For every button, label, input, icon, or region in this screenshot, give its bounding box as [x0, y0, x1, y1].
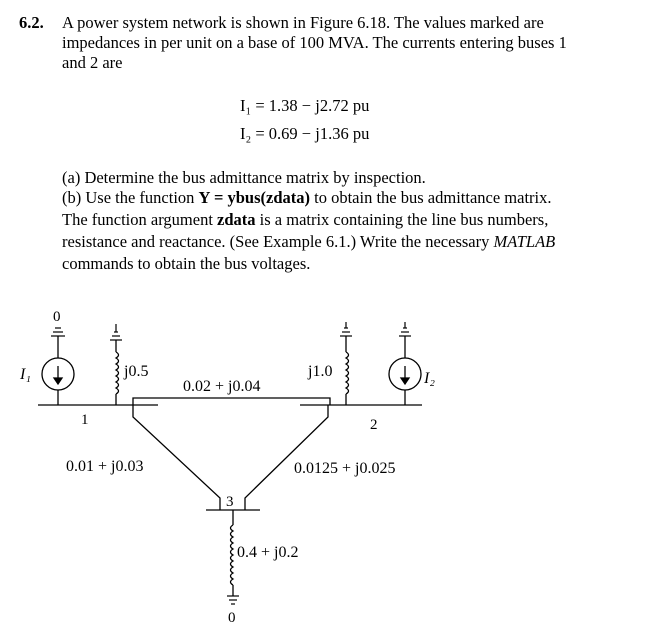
line-2-3	[245, 405, 328, 510]
bus-3-label: 3	[226, 494, 234, 510]
line-1-3	[133, 405, 220, 510]
reactance-bus1-label: j0.5	[124, 363, 149, 380]
part-b-line3-prefix: resistance and reactance. (See Example 6.1.) Write the necessary	[62, 232, 494, 251]
bus-2-label: 2	[370, 417, 378, 433]
equation-i1: I₁ = 1.38 − j2.72 pu	[240, 96, 370, 115]
line-1-3-label: 0.01 + j0.03	[66, 458, 144, 475]
ground-icon	[340, 322, 352, 336]
line-2-3-label: 0.0125 + j0.025	[294, 460, 396, 477]
reactance-2-coil	[346, 352, 349, 394]
part-b-suffix: to obtain the bus admittance matrix.	[310, 188, 552, 207]
arrow-down-icon	[401, 378, 409, 384]
reactance-1-coil	[116, 352, 119, 394]
part-b-line-4: commands to obtain the bus voltages.	[62, 254, 311, 273]
ground-icon	[227, 596, 239, 604]
ground-icon	[51, 328, 65, 336]
problem-number: 6.2.	[19, 13, 44, 32]
load-bus3-label: 0.4 + j0.2	[237, 544, 299, 561]
part-b-line2-suffix: is a matrix containing the line bus numbers,	[255, 210, 549, 229]
part-a: (a) Determine the bus admittance matrix by inspection.	[62, 168, 426, 187]
intro-line-2: impedances in per unit on a base of 100 MVA. The currents entering buses 1	[62, 33, 567, 52]
argument-name: zdata	[217, 210, 256, 229]
ground-zero-3-label: 0	[228, 610, 236, 626]
line-1-2	[133, 398, 330, 405]
source-i1-label: I₁	[20, 366, 31, 383]
ground-icon	[399, 322, 411, 336]
part-b-prefix: (b) Use the function	[62, 188, 199, 207]
ground-zero-1-label: 0	[53, 309, 61, 325]
load-3-coil	[231, 525, 234, 585]
function-name: Y = ybus(zdata)	[198, 188, 311, 207]
reactance-bus2-label: j1.0	[308, 363, 333, 380]
part-b-line2-prefix: The function argument	[62, 210, 218, 229]
bus-1-label: 1	[81, 412, 89, 428]
arrow-down-icon	[54, 378, 62, 384]
equation-i2: I₂ = 0.69 − j1.36 pu	[240, 124, 370, 143]
source-i2-label: I₂	[424, 370, 435, 387]
line-1-2-label: 0.02 + j0.04	[183, 378, 261, 395]
intro-line-3: and 2 are	[62, 53, 123, 72]
intro-line-1: A power system network is shown in Figure 6.18. The values marked are	[62, 13, 544, 32]
ground-icon	[110, 324, 122, 340]
software-name: MATLAB	[493, 232, 556, 251]
